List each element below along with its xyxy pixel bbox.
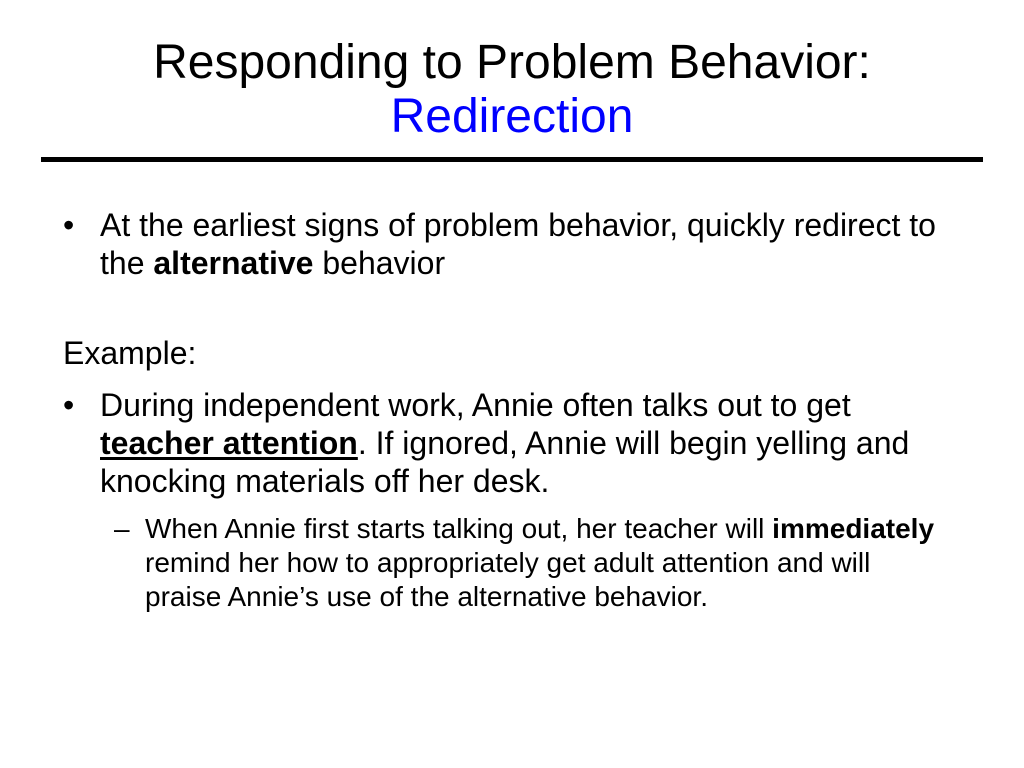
bullet-item [63,386,973,500]
slide-title [40,36,984,144]
bullet-marker: • [63,387,75,423]
bullet-bold-underlined-text: teacher attention [100,425,358,461]
sub-bullet-item [114,512,945,614]
sub-bullet-text: When Annie first starts talking out, her teacher will [145,513,773,544]
bullet-bold-text: alternative [153,245,314,281]
bullet-marker: • [63,207,75,243]
slide-body [63,206,973,614]
bullet-text-end: . If ignored, Annie will begin yelling and knocking materials off her desk. [100,425,910,499]
title-line-2: Redirection [390,90,634,143]
example-label: Example: [63,335,197,371]
sub-bullet-text-end: remind her how to appropriately get adult attention and will praise Annie’s use of the alternative behavior. [145,547,871,612]
bullet-item [63,206,973,282]
bullet-text: During independent work, Annie often talks out to get [100,387,851,423]
bullet-text: At the earliest signs of problem behavior, quickly redirect to the [100,207,936,281]
bullet-text-end: behavior [313,245,446,281]
title-line-1: Responding to Problem Behavior: [153,36,871,89]
sub-bullet-marker: – [114,513,130,544]
sub-bullet-bold-text: immediately [772,513,935,544]
title-divider [41,157,983,162]
spacer [63,282,973,334]
